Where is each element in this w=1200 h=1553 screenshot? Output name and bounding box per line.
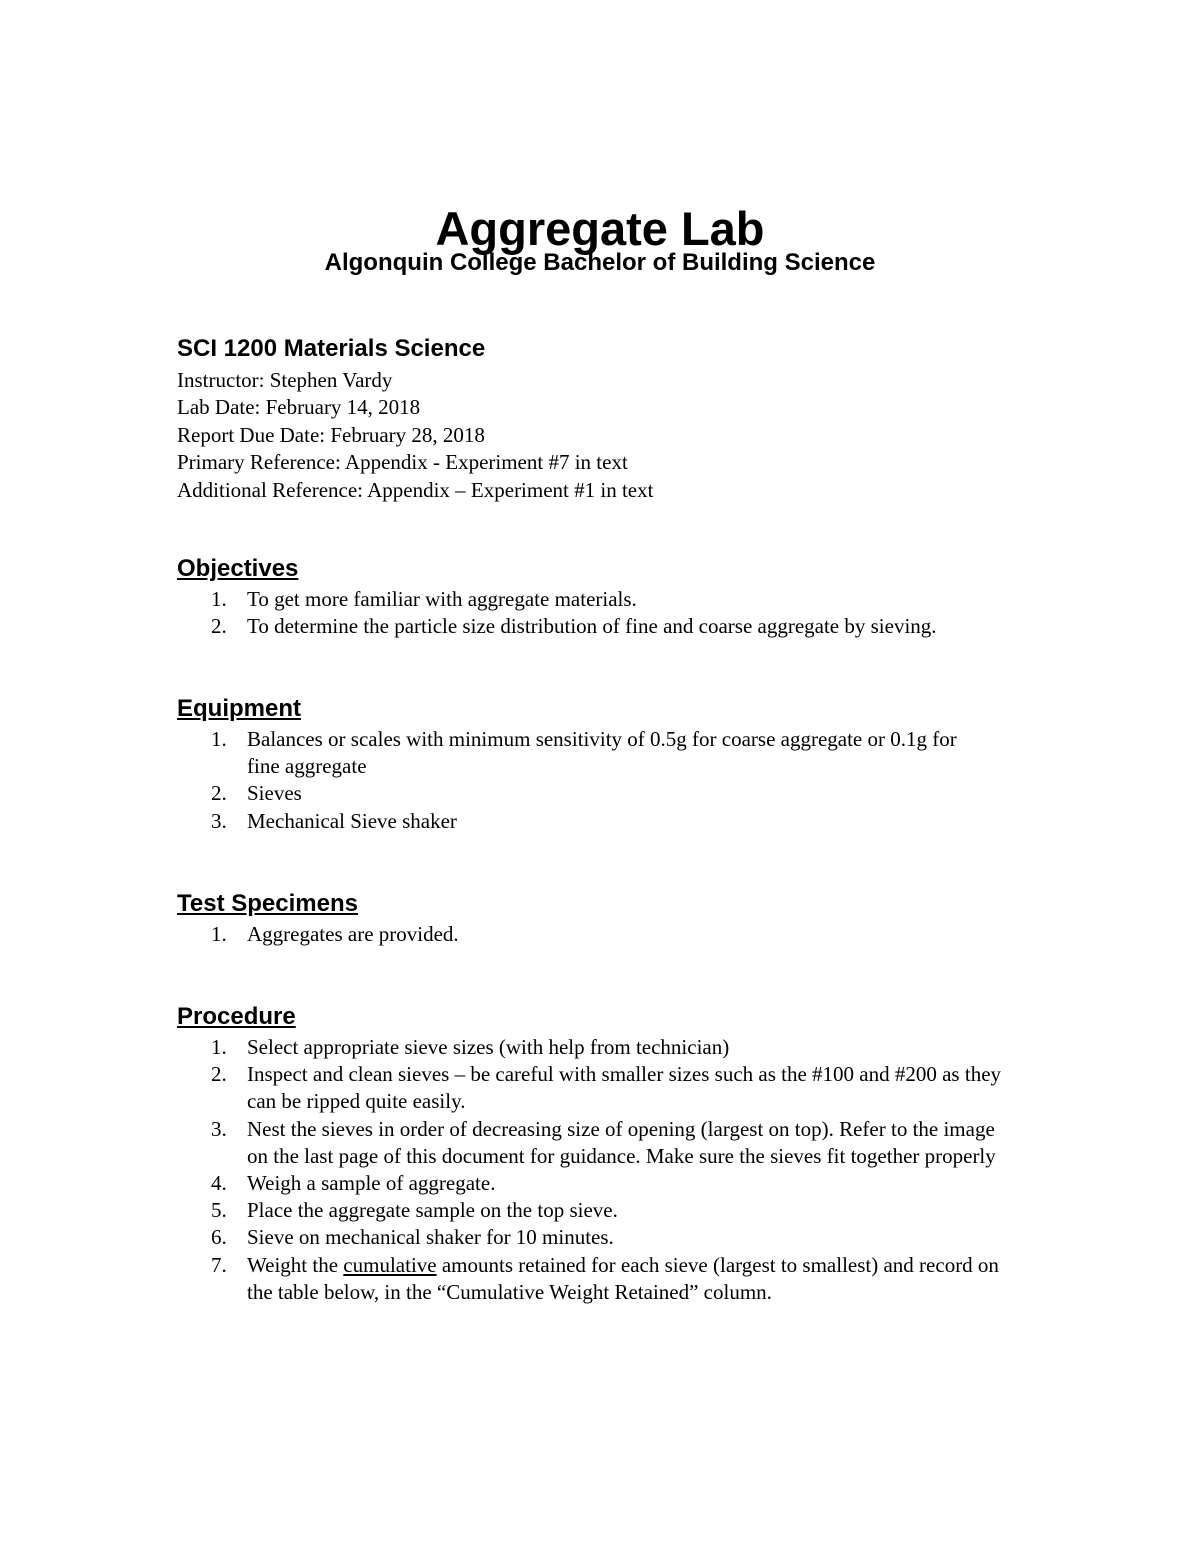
list-number: 1.: [211, 587, 227, 611]
list-text: Weight the: [247, 1252, 344, 1277]
list-text: Balances or scales with minimum sensitivity of 0.5g for coarse aggregate or 0.1g for fine aggregate: [247, 727, 957, 779]
equipment-section: [177, 694, 1037, 835]
list-item: [177, 613, 1037, 640]
list-text: Nest the sieves in order of decreasing size of opening (largest on top). Refer to the image on the last page of this document for guidance. Make sure the sieves fit together properly: [247, 1116, 996, 1168]
list-text: Weigh a sample of aggregate.: [247, 1171, 496, 1196]
equipment-heading: Equipment: [177, 695, 301, 722]
list-text: Sieves: [247, 781, 302, 806]
additional-reference-line: Additional Reference: Appendix – Experiment #1 in text: [177, 477, 654, 502]
objectives-list: [177, 586, 1037, 640]
list-text: Select appropriate sieve sizes (with help from technician): [247, 1035, 730, 1059]
procedure-heading: Procedure: [177, 1003, 296, 1030]
list-text: Mechanical Sieve shaker: [247, 808, 457, 833]
test-specimens-list: [177, 921, 1037, 948]
list-number: 3.: [211, 1116, 227, 1141]
equipment-list: [177, 726, 1037, 835]
list-number: 1.: [211, 1035, 227, 1059]
procedure-section: [177, 1002, 1037, 1306]
list-text: To determine the particle size distribution of fine and coarse aggregate by sieving.: [247, 614, 937, 639]
list-text: Sieve on mechanical shaker for 10 minutes.: [247, 1225, 614, 1250]
list-number: 1.: [211, 922, 227, 946]
page-subtitle: Algonquin College Bachelor of Building Science: [324, 249, 876, 276]
list-text: Aggregates are provided.: [247, 922, 459, 946]
list-number: 4.: [211, 1171, 227, 1196]
list-item: [177, 1252, 1007, 1306]
list-item: [177, 921, 1037, 948]
objectives-section: [177, 554, 1037, 640]
list-text: To get more familiar with aggregate materials.: [247, 587, 637, 611]
list-item: [177, 1061, 1007, 1115]
emphasized-word: cumulative: [343, 1252, 437, 1277]
list-item: [177, 1034, 1037, 1061]
list-number: 1.: [211, 727, 227, 751]
list-item: [177, 586, 1037, 613]
course-title: SCI 1200 Materials Science: [177, 335, 486, 362]
primary-reference-line: Primary Reference: Appendix - Experiment #7 in text: [177, 450, 628, 475]
lab-date-line: Lab Date: February 14, 2018: [177, 395, 421, 420]
list-text: amounts retained for each sieve (largest to smallest) and record on the table below, in the “Cumulative Weight Retained” column.: [247, 1252, 999, 1304]
page-title: Aggregate Lab: [435, 202, 765, 256]
list-number: 2.: [211, 781, 227, 806]
list-item: [177, 726, 957, 780]
course-info: [177, 334, 653, 504]
list-number: 2.: [211, 614, 227, 639]
list-number: 3.: [211, 808, 227, 833]
list-number: 7.: [211, 1252, 227, 1277]
procedure-list: [177, 1034, 1037, 1306]
instructor-line: Instructor: Stephen Vardy: [177, 368, 393, 392]
list-item: [177, 1224, 1037, 1251]
test-specimens-section: [177, 889, 1037, 948]
list-item: [177, 1197, 1037, 1224]
list-item: [177, 808, 1037, 835]
objectives-heading: Objectives: [177, 555, 299, 582]
list-text: Inspect and clean sieves – be careful with smaller sizes such as the #100 and #200 as they can be ripped quite easily.: [247, 1062, 1002, 1114]
list-number: 2.: [211, 1062, 227, 1087]
list-text: Place the aggregate sample on the top sieve.: [247, 1198, 618, 1223]
test-specimens-heading: Test Specimens: [177, 890, 358, 917]
list-number: 5.: [211, 1198, 227, 1223]
list-item: [177, 780, 1037, 807]
list-item: [177, 1116, 1007, 1170]
report-due-line: Report Due Date: February 28, 2018: [177, 422, 485, 447]
list-number: 6.: [211, 1225, 227, 1250]
list-item: [177, 1170, 1037, 1197]
